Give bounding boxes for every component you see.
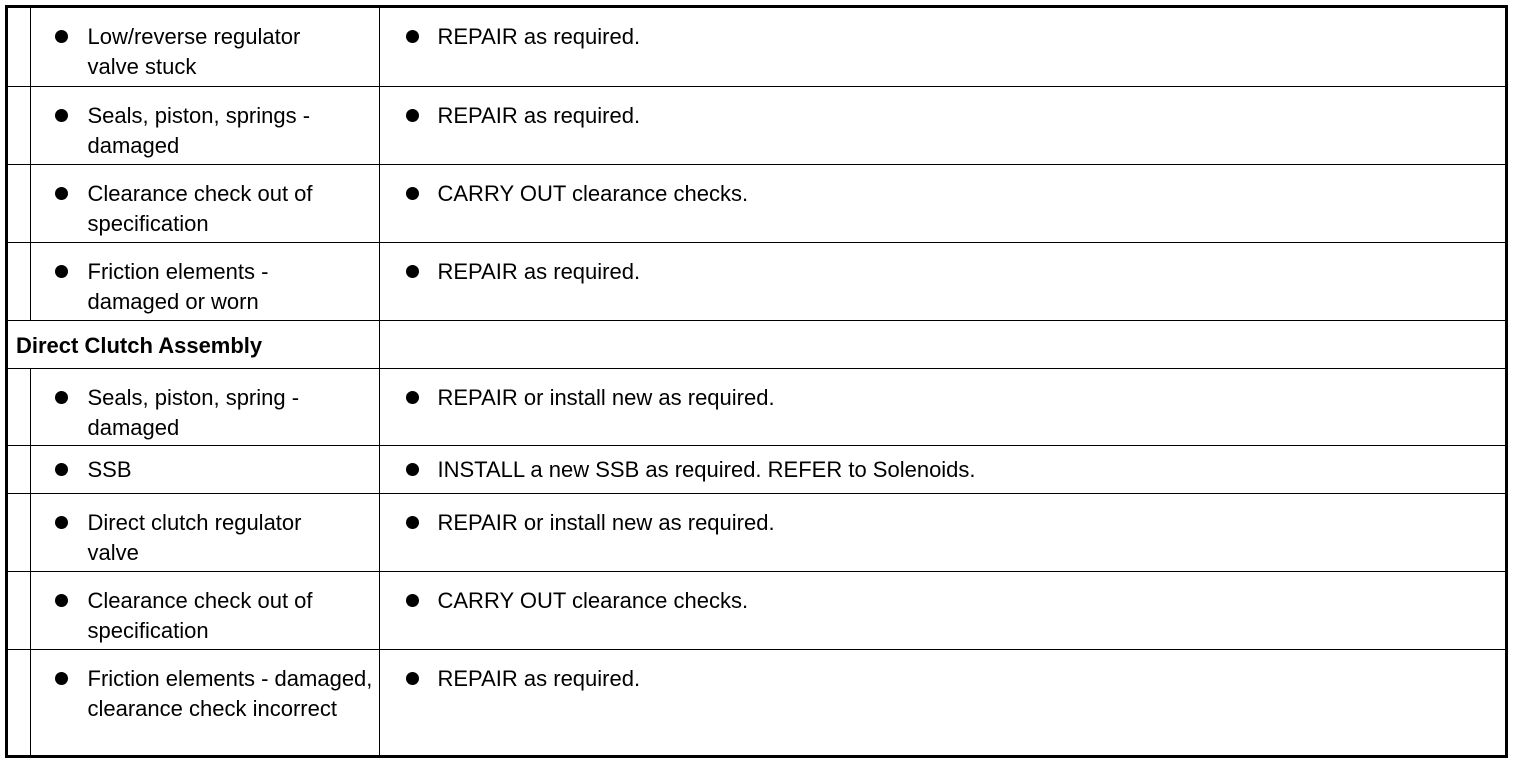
action-text: INSTALL a new SSB as required. REFER to Solenoids. bbox=[437, 456, 976, 482]
bullet-icon bbox=[55, 463, 68, 476]
bullet-icon bbox=[406, 265, 419, 278]
table-row bbox=[8, 242, 1505, 320]
table-row bbox=[8, 571, 1505, 649]
action-text: REPAIR or install new as required. bbox=[437, 509, 775, 535]
indent-cell bbox=[8, 86, 30, 164]
indent-cell bbox=[8, 445, 30, 493]
cause-text: Clearance check out of specification bbox=[87, 180, 313, 236]
action-cell bbox=[379, 493, 1505, 571]
indent-cell bbox=[8, 571, 30, 649]
cause-cell bbox=[30, 164, 379, 242]
action-cell bbox=[379, 571, 1505, 649]
bullet-icon bbox=[55, 672, 68, 685]
cause-text: Friction elements - damaged or worn bbox=[87, 258, 269, 314]
action-text: REPAIR as required. bbox=[437, 24, 641, 49]
action-text: REPAIR or install new as required. bbox=[437, 384, 775, 410]
cause-cell bbox=[30, 242, 379, 320]
cause-text: SSB bbox=[87, 456, 132, 482]
cause-text: Clearance check out of specification bbox=[87, 587, 313, 643]
indent-cell bbox=[8, 368, 30, 445]
action-text: REPAIR as required. bbox=[437, 258, 641, 284]
bullet-icon bbox=[55, 594, 68, 607]
table-row bbox=[8, 368, 1505, 445]
cause-cell bbox=[30, 493, 379, 571]
table-row bbox=[8, 86, 1505, 164]
table-row bbox=[8, 8, 1505, 86]
cause-cell bbox=[30, 649, 379, 755]
bullet-icon bbox=[55, 391, 68, 404]
bullet-icon bbox=[55, 187, 68, 200]
diagnosis-table bbox=[8, 8, 1505, 755]
cause-cell bbox=[30, 445, 379, 493]
cause-text: Direct clutch regulator valve bbox=[87, 509, 302, 565]
action-cell bbox=[379, 649, 1505, 755]
section-heading: Direct Clutch Assembly bbox=[8, 320, 379, 368]
cause-cell bbox=[30, 571, 379, 649]
bullet-icon bbox=[406, 672, 419, 685]
indent-cell bbox=[8, 242, 30, 320]
action-text: CARRY OUT clearance checks. bbox=[437, 180, 749, 206]
indent-cell bbox=[8, 493, 30, 571]
action-cell bbox=[379, 86, 1505, 164]
table-row bbox=[8, 649, 1505, 755]
table-row bbox=[8, 164, 1505, 242]
cause-cell bbox=[30, 8, 379, 86]
bullet-icon bbox=[406, 463, 419, 476]
bullet-icon bbox=[55, 30, 68, 43]
bullet-icon bbox=[55, 516, 68, 529]
indent-cell bbox=[8, 8, 30, 86]
cause-text: Seals, piston, springs - damaged bbox=[87, 102, 311, 158]
action-cell bbox=[379, 242, 1505, 320]
indent-cell bbox=[8, 649, 30, 755]
action-text: REPAIR as required. bbox=[437, 665, 641, 691]
cause-text: Friction elements - damaged, clearance check incorrect bbox=[87, 665, 373, 721]
bullet-icon bbox=[406, 187, 419, 200]
table-row bbox=[8, 493, 1505, 571]
cause-text: Low/reverse regulator valve stuck bbox=[87, 24, 301, 79]
action-cell bbox=[379, 368, 1505, 445]
bullet-icon bbox=[406, 30, 419, 43]
cause-cell bbox=[30, 86, 379, 164]
action-text: REPAIR as required. bbox=[437, 102, 641, 128]
indent-cell bbox=[8, 164, 30, 242]
table-row bbox=[8, 445, 1505, 493]
bullet-icon bbox=[406, 109, 419, 122]
bullet-icon bbox=[406, 516, 419, 529]
bullet-icon bbox=[55, 109, 68, 122]
action-cell bbox=[379, 164, 1505, 242]
action-cell bbox=[379, 8, 1505, 86]
action-cell bbox=[379, 445, 1505, 493]
action-text: CARRY OUT clearance checks. bbox=[437, 587, 749, 613]
action-cell bbox=[379, 320, 1505, 368]
cause-text: Seals, piston, spring - damaged bbox=[87, 384, 300, 440]
bullet-icon bbox=[55, 265, 68, 278]
cause-cell bbox=[30, 368, 379, 445]
section-row bbox=[8, 320, 1505, 368]
bullet-icon bbox=[406, 594, 419, 607]
diagnosis-table-frame bbox=[5, 5, 1508, 758]
bullet-icon bbox=[406, 391, 419, 404]
